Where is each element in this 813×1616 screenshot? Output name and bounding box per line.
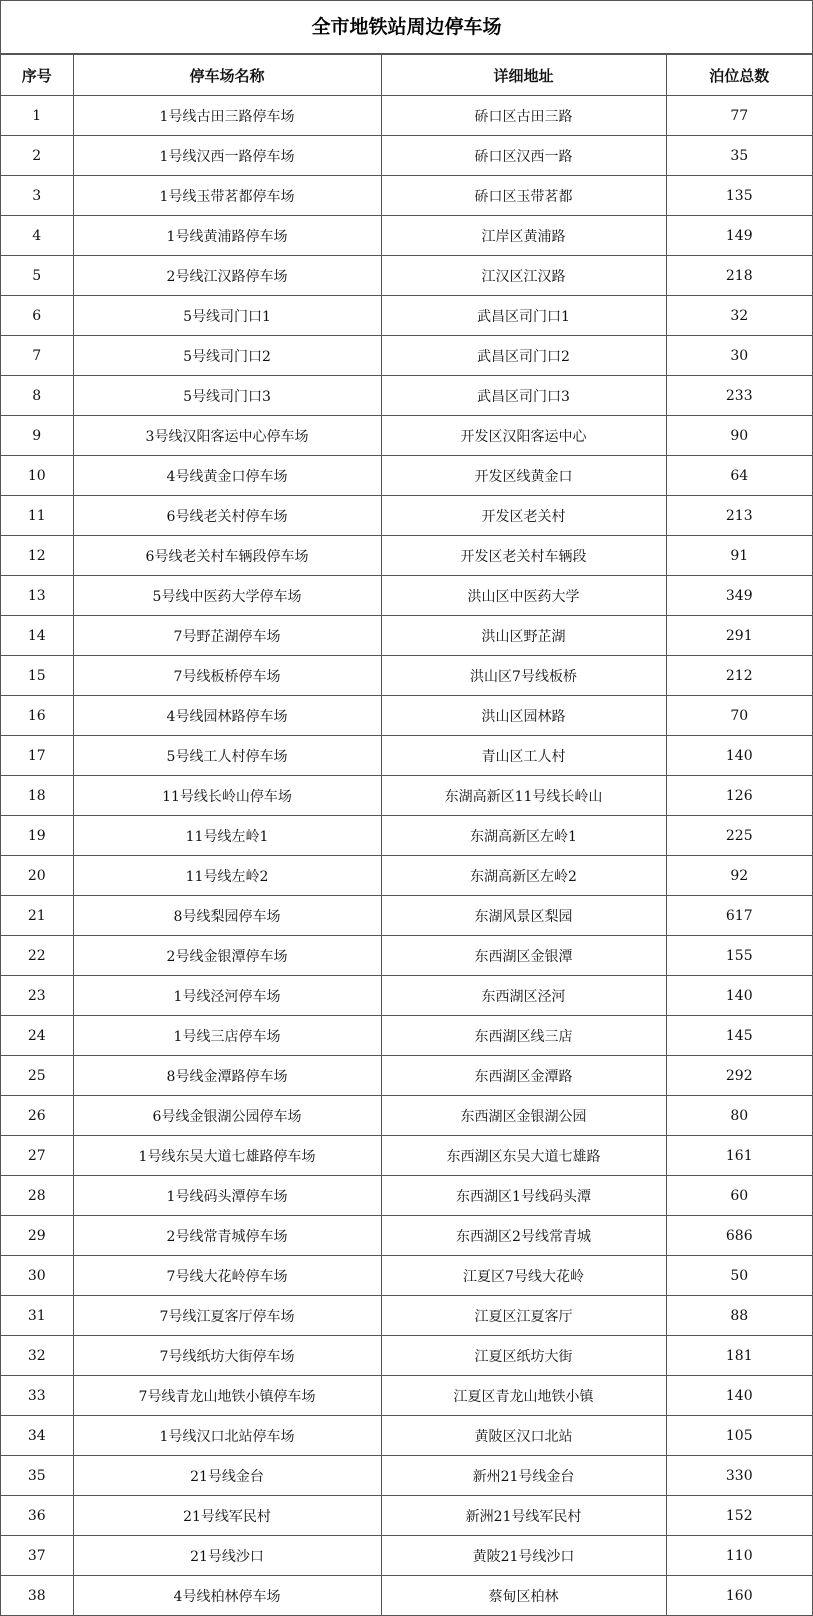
cell-lot-name: 11号线左岭2 xyxy=(73,856,381,896)
cell-index: 34 xyxy=(1,1416,73,1456)
cell-total-spaces: 330 xyxy=(666,1456,812,1496)
cell-lot-name: 7号线青龙山地铁小镇停车场 xyxy=(73,1376,381,1416)
cell-lot-name: 21号线金台 xyxy=(73,1456,381,1496)
table-row xyxy=(1,1576,812,1616)
cell-total-spaces: 292 xyxy=(666,1056,812,1096)
cell-address: 青山区工人村 xyxy=(381,736,666,776)
cell-lot-name: 2号线常青城停车场 xyxy=(73,1216,381,1256)
cell-total-spaces: 617 xyxy=(666,896,812,936)
cell-address: 江岸区黄浦路 xyxy=(381,216,666,256)
cell-lot-name: 5号线中医药大学停车场 xyxy=(73,576,381,616)
cell-total-spaces: 291 xyxy=(666,616,812,656)
cell-total-spaces: 80 xyxy=(666,1096,812,1136)
cell-total-spaces: 110 xyxy=(666,1536,812,1576)
cell-total-spaces: 218 xyxy=(666,256,812,296)
cell-index: 1 xyxy=(1,96,73,136)
cell-address: 东湖风景区梨园 xyxy=(381,896,666,936)
cell-index: 27 xyxy=(1,1136,73,1176)
cell-total-spaces: 145 xyxy=(666,1016,812,1056)
table-row xyxy=(1,616,812,656)
table-row xyxy=(1,696,812,736)
cell-total-spaces: 213 xyxy=(666,496,812,536)
cell-lot-name: 5号线司门口3 xyxy=(73,376,381,416)
table-row xyxy=(1,1496,812,1536)
cell-index: 11 xyxy=(1,496,73,536)
cell-total-spaces: 140 xyxy=(666,976,812,1016)
cell-total-spaces: 212 xyxy=(666,656,812,696)
cell-total-spaces: 135 xyxy=(666,176,812,216)
table-row xyxy=(1,1376,812,1416)
cell-lot-name: 6号线老关村车辆段停车场 xyxy=(73,536,381,576)
cell-index: 18 xyxy=(1,776,73,816)
cell-lot-name: 2号线金银潭停车场 xyxy=(73,936,381,976)
cell-total-spaces: 60 xyxy=(666,1176,812,1216)
table-row xyxy=(1,816,812,856)
table-row xyxy=(1,1176,812,1216)
cell-lot-name: 7号线板桥停车场 xyxy=(73,656,381,696)
table-row xyxy=(1,176,812,216)
table-title: 全市地铁站周边停车场 xyxy=(1,1,812,54)
cell-index: 36 xyxy=(1,1496,73,1536)
cell-index: 24 xyxy=(1,1016,73,1056)
cell-lot-name: 2号线江汉路停车场 xyxy=(73,256,381,296)
cell-index: 26 xyxy=(1,1096,73,1136)
cell-address: 新州21号线金台 xyxy=(381,1456,666,1496)
cell-index: 7 xyxy=(1,336,73,376)
cell-index: 15 xyxy=(1,656,73,696)
table-row xyxy=(1,416,812,456)
cell-address: 开发区汉阳客运中心 xyxy=(381,416,666,456)
cell-total-spaces: 181 xyxy=(666,1336,812,1376)
cell-index: 6 xyxy=(1,296,73,336)
table-row xyxy=(1,1536,812,1576)
cell-total-spaces: 225 xyxy=(666,816,812,856)
cell-total-spaces: 161 xyxy=(666,1136,812,1176)
cell-address: 东湖高新区左岭2 xyxy=(381,856,666,896)
table-row xyxy=(1,1096,812,1136)
cell-total-spaces: 349 xyxy=(666,576,812,616)
table-row xyxy=(1,256,812,296)
cell-lot-name: 1号线东吴大道七雄路停车场 xyxy=(73,1136,381,1176)
table-row xyxy=(1,216,812,256)
table-row xyxy=(1,376,812,416)
cell-address: 开发区老关村 xyxy=(381,496,666,536)
cell-lot-name: 1号线玉带茗都停车场 xyxy=(73,176,381,216)
header-total-spaces: 泊位总数 xyxy=(666,55,812,96)
cell-address: 武昌区司门口3 xyxy=(381,376,666,416)
table-row xyxy=(1,136,812,176)
table-row xyxy=(1,96,812,136)
cell-index: 17 xyxy=(1,736,73,776)
cell-lot-name: 11号线长岭山停车场 xyxy=(73,776,381,816)
cell-index: 2 xyxy=(1,136,73,176)
cell-address: 洪山区园林路 xyxy=(381,696,666,736)
cell-lot-name: 1号线三店停车场 xyxy=(73,1016,381,1056)
cell-total-spaces: 155 xyxy=(666,936,812,976)
parking-table xyxy=(1,54,812,1616)
cell-lot-name: 6号线老关村停车场 xyxy=(73,496,381,536)
table-row xyxy=(1,1256,812,1296)
cell-total-spaces: 160 xyxy=(666,1576,812,1616)
table-row xyxy=(1,1216,812,1256)
cell-index: 20 xyxy=(1,856,73,896)
cell-index: 30 xyxy=(1,1256,73,1296)
table-row xyxy=(1,1296,812,1336)
cell-total-spaces: 88 xyxy=(666,1296,812,1336)
cell-index: 33 xyxy=(1,1376,73,1416)
cell-index: 29 xyxy=(1,1216,73,1256)
cell-address: 黄陂区汉口北站 xyxy=(381,1416,666,1456)
cell-lot-name: 1号线泾河停车场 xyxy=(73,976,381,1016)
table-body xyxy=(1,96,812,1616)
cell-index: 8 xyxy=(1,376,73,416)
cell-address: 洪山区野芷湖 xyxy=(381,616,666,656)
cell-address: 江夏区江夏客厅 xyxy=(381,1296,666,1336)
table-row xyxy=(1,496,812,536)
cell-lot-name: 4号线园林路停车场 xyxy=(73,696,381,736)
cell-lot-name: 1号线黄浦路停车场 xyxy=(73,216,381,256)
cell-index: 5 xyxy=(1,256,73,296)
cell-lot-name: 11号线左岭1 xyxy=(73,816,381,856)
cell-address: 东湖高新区左岭1 xyxy=(381,816,666,856)
cell-total-spaces: 64 xyxy=(666,456,812,496)
cell-lot-name: 1号线码头潭停车场 xyxy=(73,1176,381,1216)
table-row xyxy=(1,896,812,936)
cell-address: 东西湖区金银潭 xyxy=(381,936,666,976)
cell-total-spaces: 90 xyxy=(666,416,812,456)
table-row xyxy=(1,296,812,336)
cell-total-spaces: 140 xyxy=(666,1376,812,1416)
cell-address: 蔡甸区柏林 xyxy=(381,1576,666,1616)
cell-address: 东西湖区1号线码头潭 xyxy=(381,1176,666,1216)
table-row xyxy=(1,1056,812,1096)
cell-index: 12 xyxy=(1,536,73,576)
cell-index: 3 xyxy=(1,176,73,216)
cell-lot-name: 6号线金银湖公园停车场 xyxy=(73,1096,381,1136)
cell-address: 硚口区汉西一路 xyxy=(381,136,666,176)
table-row xyxy=(1,336,812,376)
cell-lot-name: 8号线金潭路停车场 xyxy=(73,1056,381,1096)
cell-address: 硚口区玉带茗都 xyxy=(381,176,666,216)
cell-index: 21 xyxy=(1,896,73,936)
cell-address: 开发区老关村车辆段 xyxy=(381,536,666,576)
cell-total-spaces: 126 xyxy=(666,776,812,816)
cell-lot-name: 3号线汉阳客运中心停车场 xyxy=(73,416,381,456)
cell-lot-name: 7号线大花岭停车场 xyxy=(73,1256,381,1296)
cell-lot-name: 5号线司门口2 xyxy=(73,336,381,376)
cell-lot-name: 7号线纸坊大街停车场 xyxy=(73,1336,381,1376)
cell-address: 东西湖区金潭路 xyxy=(381,1056,666,1096)
table-row xyxy=(1,856,812,896)
cell-address: 洪山区中医药大学 xyxy=(381,576,666,616)
cell-total-spaces: 30 xyxy=(666,336,812,376)
cell-total-spaces: 70 xyxy=(666,696,812,736)
cell-total-spaces: 35 xyxy=(666,136,812,176)
table-row xyxy=(1,456,812,496)
cell-total-spaces: 91 xyxy=(666,536,812,576)
cell-total-spaces: 105 xyxy=(666,1416,812,1456)
table-row xyxy=(1,576,812,616)
table-row xyxy=(1,936,812,976)
cell-lot-name: 4号线柏林停车场 xyxy=(73,1576,381,1616)
cell-address: 东湖高新区11号线长岭山 xyxy=(381,776,666,816)
cell-address: 江夏区7号线大花岭 xyxy=(381,1256,666,1296)
cell-index: 4 xyxy=(1,216,73,256)
header-index: 序号 xyxy=(1,55,73,96)
cell-address: 硚口区古田三路 xyxy=(381,96,666,136)
cell-lot-name: 7号野芷湖停车场 xyxy=(73,616,381,656)
cell-total-spaces: 686 xyxy=(666,1216,812,1256)
table-row xyxy=(1,656,812,696)
cell-lot-name: 5号线工人村停车场 xyxy=(73,736,381,776)
cell-index: 31 xyxy=(1,1296,73,1336)
header-lot-name: 停车场名称 xyxy=(73,55,381,96)
cell-address: 东西湖区东吴大道七雄路 xyxy=(381,1136,666,1176)
cell-lot-name: 7号线江夏客厅停车场 xyxy=(73,1296,381,1336)
table-row xyxy=(1,1416,812,1456)
cell-index: 19 xyxy=(1,816,73,856)
cell-lot-name: 4号线黄金口停车场 xyxy=(73,456,381,496)
cell-index: 35 xyxy=(1,1456,73,1496)
cell-address: 江夏区青龙山地铁小镇 xyxy=(381,1376,666,1416)
cell-address: 洪山区7号线板桥 xyxy=(381,656,666,696)
cell-index: 25 xyxy=(1,1056,73,1096)
table-row xyxy=(1,1016,812,1056)
cell-index: 23 xyxy=(1,976,73,1016)
header-address: 详细地址 xyxy=(381,55,666,96)
cell-index: 14 xyxy=(1,616,73,656)
cell-address: 新洲21号线军民村 xyxy=(381,1496,666,1536)
cell-address: 黄陂21号线沙口 xyxy=(381,1536,666,1576)
cell-index: 32 xyxy=(1,1336,73,1376)
cell-index: 9 xyxy=(1,416,73,456)
table-row xyxy=(1,1336,812,1376)
table-row xyxy=(1,1136,812,1176)
cell-lot-name: 21号线沙口 xyxy=(73,1536,381,1576)
cell-lot-name: 21号线军民村 xyxy=(73,1496,381,1536)
cell-lot-name: 5号线司门口1 xyxy=(73,296,381,336)
cell-index: 22 xyxy=(1,936,73,976)
cell-address: 开发区线黄金口 xyxy=(381,456,666,496)
cell-total-spaces: 50 xyxy=(666,1256,812,1296)
cell-total-spaces: 152 xyxy=(666,1496,812,1536)
cell-address: 东西湖区2号线常青城 xyxy=(381,1216,666,1256)
cell-index: 16 xyxy=(1,696,73,736)
cell-address: 江夏区纸坊大街 xyxy=(381,1336,666,1376)
cell-index: 10 xyxy=(1,456,73,496)
cell-lot-name: 8号线梨园停车场 xyxy=(73,896,381,936)
table-row xyxy=(1,1456,812,1496)
cell-address: 东西湖区金银湖公园 xyxy=(381,1096,666,1136)
table-row xyxy=(1,736,812,776)
cell-address: 东西湖区泾河 xyxy=(381,976,666,1016)
table-row xyxy=(1,976,812,1016)
cell-address: 武昌区司门口2 xyxy=(381,336,666,376)
header-row xyxy=(1,55,812,96)
cell-lot-name: 1号线汉口北站停车场 xyxy=(73,1416,381,1456)
cell-lot-name: 1号线汉西一路停车场 xyxy=(73,136,381,176)
cell-lot-name: 1号线古田三路停车场 xyxy=(73,96,381,136)
cell-address: 武昌区司门口1 xyxy=(381,296,666,336)
cell-index: 38 xyxy=(1,1576,73,1616)
cell-total-spaces: 32 xyxy=(666,296,812,336)
table-row xyxy=(1,536,812,576)
cell-index: 28 xyxy=(1,1176,73,1216)
cell-total-spaces: 77 xyxy=(666,96,812,136)
cell-total-spaces: 233 xyxy=(666,376,812,416)
cell-total-spaces: 140 xyxy=(666,736,812,776)
cell-total-spaces: 92 xyxy=(666,856,812,896)
cell-index: 37 xyxy=(1,1536,73,1576)
cell-address: 东西湖区线三店 xyxy=(381,1016,666,1056)
cell-total-spaces: 149 xyxy=(666,216,812,256)
cell-index: 13 xyxy=(1,576,73,616)
cell-address: 江汉区江汉路 xyxy=(381,256,666,296)
table-row xyxy=(1,776,812,816)
